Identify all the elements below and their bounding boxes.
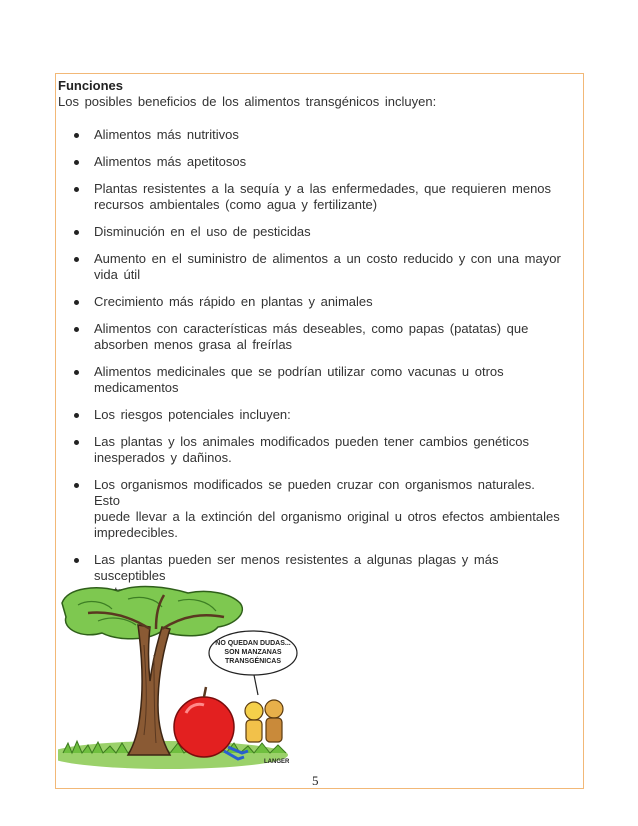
bullet-text-line: Los riesgos potenciales incluyen: [94, 407, 291, 422]
bullet-text-line: Alimentos medicinales que se podrían utilizar como vacunas u otros [94, 364, 504, 379]
big-red-apple [174, 697, 234, 757]
bullet-dot-icon [74, 483, 79, 488]
bullet-item [72, 294, 562, 310]
speech-line-1: NO QUEDAN DUDAS... [215, 640, 291, 647]
bullet-item [72, 251, 562, 283]
page-number: 5 [312, 773, 319, 788]
character-head-right [265, 700, 283, 718]
bullet-text-line: absorben menos grasa al freírlas [94, 337, 293, 352]
character-head-left [245, 702, 263, 720]
bullet-dot-icon [74, 230, 79, 235]
cartoon-illustration [58, 585, 298, 770]
bullet-text-line: impredecibles. [94, 525, 178, 540]
bullet-list [72, 127, 562, 611]
bullet-item [72, 224, 562, 240]
bullet-text-line: Disminución en el uso de pesticidas [94, 224, 311, 239]
bullet-text-line: Alimentos más nutritivos [94, 127, 239, 142]
bullet-item [72, 127, 562, 143]
artist-signature: LANGER [264, 759, 290, 765]
character-body-left [246, 720, 262, 742]
character-body-right [266, 718, 282, 742]
bullet-item [72, 477, 562, 541]
bullet-text-line: recursos ambientales (como agua y fertilizante) [94, 197, 378, 212]
grass-ground [58, 741, 288, 769]
bullet-text-line: Las plantas pueden ser menos resistentes a algunas plagas y más susceptibles [94, 552, 499, 583]
speech-line-3: TRANSGÉNICAS [224, 658, 282, 665]
bullet-text-line: vida útil [94, 267, 141, 282]
bullet-text-line: Aumento en el suministro de alimentos a un costo reducido y con una mayor [94, 251, 561, 266]
bullet-dot-icon [74, 187, 79, 192]
bullet-item [72, 321, 562, 353]
apple-stem [204, 687, 206, 697]
section-heading: Funciones [58, 78, 124, 93]
bullet-text-line: puede llevar a la extinción del organismo original u otros efectos ambientales [94, 509, 560, 524]
intro-text: Los posibles beneficios de los alimentos transgénicos incluyen: [58, 94, 437, 109]
speech-bubble-tail [254, 675, 258, 695]
bullet-dot-icon [74, 370, 79, 375]
bullet-item [72, 364, 562, 396]
bullet-text-line: inesperados y dañinos. [94, 450, 232, 465]
bullet-dot-icon [74, 300, 79, 305]
bullet-dot-icon [74, 327, 79, 332]
bullet-dot-icon [74, 133, 79, 138]
bullet-dot-icon [74, 413, 79, 418]
bullet-dot-icon [74, 440, 79, 445]
bullet-dot-icon [74, 160, 79, 165]
bullet-item [72, 154, 562, 170]
bullet-text-line: Los organismos modificados se pueden cruzar con organismos naturales. Esto [94, 477, 535, 508]
bullet-item [72, 434, 562, 466]
bullet-dot-icon [74, 257, 79, 262]
speech-line-2: SON MANZANAS [224, 649, 282, 656]
bullet-item [72, 407, 562, 423]
bullet-text-line: Alimentos más apetitosos [94, 154, 247, 169]
bullet-text-line: Las plantas y los animales modificados pueden tener cambios genéticos [94, 434, 529, 449]
bullet-text-line: Plantas resistentes a la sequía y a las enfermedades, que requieren menos [94, 181, 552, 196]
bullet-text-line: Alimentos con características más deseables, como papas (patatas) que [94, 321, 529, 336]
bullet-item [72, 181, 562, 213]
tree-trunk [128, 625, 170, 755]
bullet-text-line: Crecimiento más rápido en plantas y animales [94, 294, 373, 309]
bullet-text-line: medicamentos [94, 380, 179, 395]
bullet-dot-icon [74, 558, 79, 563]
